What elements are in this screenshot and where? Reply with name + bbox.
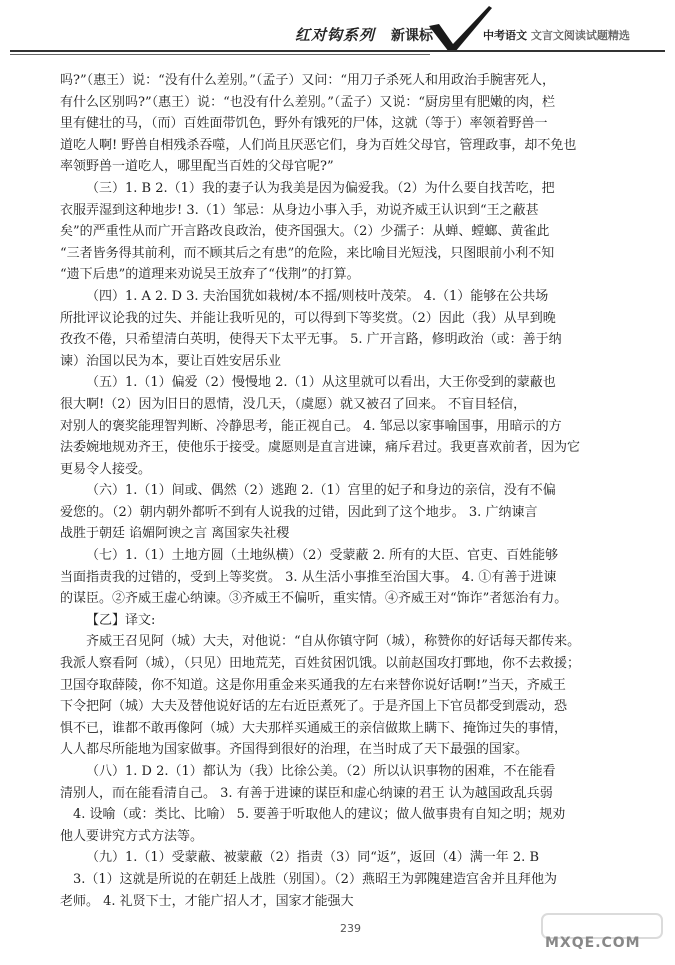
subtitle-label: 文言文阅读试题精选 [530,29,630,42]
text-line: 4. 设喻（或：类比、比喻） 5. 要善于听取他人的建议；做人做事贵有自知之明；规劝 [73,807,566,823]
text-line: 下令把阿（城）大夫及替他说好话的左右近臣煮死了。于是齐国上下官员都受到震动，恐 [60,699,568,715]
text-line: 矣”的严重性从而广开言路改良政治，使齐国强大。（2）少孺子：从蝉、螳螂、黄雀此 [60,224,550,240]
text-line: 3.（1）这就是所说的在朝廷上战胜（别国）。（2）燕昭王为郭隗建造宫舍并且拜他为 [73,871,557,887]
text-line: “三者皆务得其前利，而不顾其后之有患”的危险，来比喻目光短浅，只图眼前小利不知 [60,245,555,261]
text-line: 对别人的褒奖能理智判断、冷静思考，能正视自己。 4. 邹忌以家事喻国事，用暗示的方 [60,418,562,434]
watermark-text: MXQE.COM [545,935,641,951]
text-line: （八）1. D 2.（1）都认为（我）比徐公美。（2）所以认识事物的困难，不在能看 [86,764,556,779]
text-line: 所批评议论我的过失、并能让我听见的，可以得到下等奖赏。（2）因此（我）从早到晚 [60,310,556,326]
text-line: （七）1.（1）土地方圆（土地纵横）（2）受蒙蔽 2. 所有的大臣、官吏、百姓能够 [86,548,559,564]
text-line: 人人都尽所能地为国家做事。齐国得到很好的治理，在当时成了天下最强的国家。 [60,742,529,758]
text-line: “遗下后患”的道理来劝说吴王放弃了“伐荆”的打算。 [60,267,360,283]
text-line: 更易令人接受。 [60,461,152,477]
text-line: （六）1.（1）间或、偶然（2）逃跑 2.（1）宫里的妃子和身边的亲信，没有不偏 [86,483,556,499]
text-line: 惧不已，谁都不敢再像阿（城）大夫那样买通威王的亲信做欺上瞒下、掩饰过失的事情， [60,720,568,736]
text-line: （四）1. A 2. D 3. 夫治国犹如栽树/本不摇/则枝叶茂荣。 4.（1）能够在公共场 [86,288,549,304]
text-line: 【乙】译文: [86,612,156,628]
text-line: 当面指责我的过错的，受到上等奖赏。 3. 从生活小事推至治国大事。 4. ①有善于进谏 [60,569,557,585]
text-line: 清别人，而在能看清自己。 3. 有善于进谏的谋臣和虚心纳谏的君王 认为越国政乱兵弱 [60,785,553,801]
text-line: 的谋臣。②齐威王虚心纳谏。③齐威王不偏听，重实情。④齐威王对“饰诈”者惩治有力。 [60,591,568,607]
text-line: 他人要讲究方式方法等。 [60,828,204,844]
text-line: 衣服弄湿到这种地步! 3.（1）邹忌：从身边小事入手，劝说齐威王认识到“王之蔽甚 [60,202,539,218]
page-number: 239 [340,922,361,935]
text-line: 吗?”（惠王）说：“没有什么差别。”（孟子）又问：“用刀子杀死人和用政治手腕害死人， [60,73,556,88]
answer-text [60,70,625,912]
text-line: 法委婉地规劝齐王，使他乐于接受。虞愿则是直言进谏，痛斥君过。我更喜欢前者，因为它 [60,440,581,456]
subject-label: 中考语文 [483,29,527,42]
text-line: （九）1.（1）受蒙蔽、被蒙蔽（2）指责（3）同“返”，返回（4）满一年 2. B [86,850,540,866]
text-line: 孜孜不倦，只希望清白英明，使得天下太平无事。 5. 广开言路，修明政治（或：善于纳 [60,332,562,348]
text-line: 有什么区别吗?”（惠王）说：“也没有什么差别。”（孟子）又说：“厨房里有肥嫩的肉，栏 [60,94,556,110]
text-line: 率领野兽一道吃人，哪里配当百姓的父母官呢?” [60,159,334,175]
text-line: 卫国夺取薛陵，你不知道。这是你用重金来买通我的左右来替你说好话啊!”当天，齐威王 [60,677,566,693]
header-rule-thin [10,54,430,55]
text-line: 齐威王召见阿（城）大夫，对他说：“自从你镇守阿（城），称赞你的好话每天都传来。 [86,634,581,650]
new-course-label: 新课标 [391,28,433,44]
text-line: （三）1. B 2.（1）我的妻子认为我美是因为偏爱我。（2）为什么要自找苦吃，把 [86,180,555,196]
header-rule [10,50,665,52]
text-line: 战胜于朝廷 谄媚阿谀之言 离国家失社稷 [60,526,290,542]
text-line: 爱您的。（2）朝内朝外都听不到有人说我的过错，因此到了这个地步。 3. 广纳谏言 [60,504,538,520]
text-line: 老师。 4. 礼贤下士，才能广招人才，国家才能强大 [60,893,354,909]
text-line: 道吃人啊! 野兽自相残杀吞噬，人们尚且厌恶它们，身为百姓父母官，管理政事，却不免也 [60,137,577,153]
series-title: 红对钩系列 [295,26,376,44]
text-line: 我派人察看阿（城），（只见）田地荒芜，百姓贫困饥饿。以前赵国攻打鄄地，你不去救援； [60,656,581,672]
text-line: 里有健壮的马，（而）百姓面带饥色，野外有饿死的尸体，这就（等于）率领着野兽一 [60,116,548,132]
text-line: 谏）治国以民为本，要让百姓安居乐业 [60,353,282,369]
header-subject [483,27,630,43]
text-line: 很大啊!（2）因为旧日的恩情，没几天，（虞愿）就又被召了回来。 不盲目轻信， [60,396,527,412]
page-header [0,0,675,60]
text-line: （五）1.（1）偏爱（2）慢慢地 2.（1）从这里就可以看出，大王你受到的蒙蔽也 [86,375,556,391]
